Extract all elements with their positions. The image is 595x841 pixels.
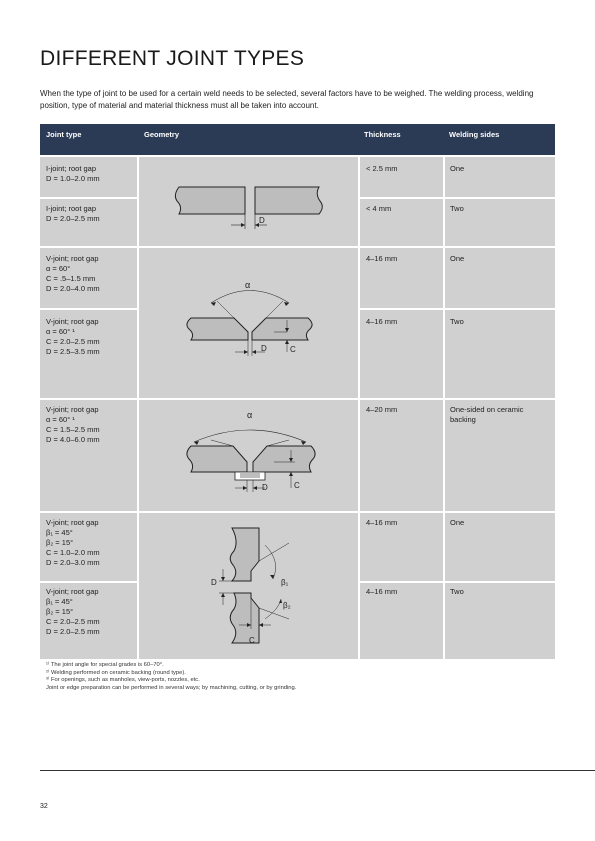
footnotes [46, 662, 296, 692]
footnote-3: ³⁾ For openings, such as manholes, view-ports, nozzles, etc. [46, 677, 200, 684]
row-sides-1: One [450, 164, 465, 173]
footnote-4: Joint or edge preparation can be performed in several ways; by machining, cutting, or by grinding. [46, 684, 297, 691]
footnote-1: ¹⁾ The joint angle for special grades is 60–70°. [46, 662, 164, 668]
dim-c-label: C [290, 345, 296, 354]
i-joint-diagram [139, 157, 358, 246]
page-number: 32 [40, 803, 48, 810]
row-thickness-1: < 2.5 mm [366, 164, 398, 173]
v-joint-beta-diagram [139, 513, 358, 659]
page-title: DIFFERENT JOINT TYPES [40, 47, 305, 70]
beta1-label: β₁ [281, 578, 289, 587]
row-joint-4: V-joint; root gap α = 60° ¹ C = 2.0–2.5 mm D = 2.5–3.5 mm [46, 317, 100, 356]
row-sides-2: Two [450, 204, 464, 213]
row-thickness-7: 4–16 mm [366, 587, 398, 596]
footer-rule [40, 770, 595, 771]
header-geometry: Geometry [144, 130, 180, 139]
row-thickness-5: 4–20 mm [366, 405, 398, 414]
row-sides-7: Two [450, 587, 464, 596]
row-sides-3: One [450, 254, 465, 263]
table-cell [360, 157, 443, 197]
row-thickness-4: 4–16 mm [366, 317, 398, 326]
v-joint-ceramic-diagram [139, 400, 358, 511]
beta2-label: β₂ [283, 601, 291, 610]
row-thickness-2: < 4 mm [366, 204, 392, 213]
dim-c-label: C [294, 481, 300, 490]
dim-d-label: D [259, 216, 265, 225]
row-joint-6: V-joint; root gap β₁ = 45° β₂ = 15° C = 1.0–2.0 mm D = 2.0–3.0 mm [46, 518, 100, 567]
header-joint-type: Joint type [46, 130, 82, 139]
footnote-2: ²⁾ Welding performed on ceramic backing (round type). [46, 669, 186, 676]
row-sides-5: One-sided on ceramic backing [450, 405, 524, 424]
alpha-label: α [245, 280, 251, 290]
row-joint-3: V-joint; root gap α = 60° C = .5–1.5 mm D = 2.0–4.0 mm [46, 254, 100, 293]
row-thickness-6: 4–16 mm [366, 518, 398, 527]
header-welding-sides: Welding sides [449, 130, 500, 139]
table-cell [445, 157, 555, 197]
intro-paragraph: When the type of joint to be used for a certain weld needs to be selected, several factors have to be weighed. The welding process, welding position, type of material and material thickness must all be taken into account. [40, 89, 534, 110]
dim-d-label: D [211, 578, 217, 587]
alpha-label: α [247, 410, 253, 420]
dim-c-label: C [249, 636, 255, 645]
row-joint-7: V-joint; root gap β₁ = 45° β₂ = 15° C = 2.0–2.5 mm D = 2.0–2.5 mm [46, 587, 100, 636]
row-joint-5: V-joint; root gap α = 60° ¹ C = 1.5–2.5 mm D = 4.0–6.0 mm [46, 405, 100, 444]
row-sides-4: Two [450, 317, 464, 326]
dim-d-label: D [261, 344, 267, 353]
v-joint-diagram [139, 248, 358, 398]
header-thickness: Thickness [364, 130, 401, 139]
row-sides-6: One [450, 518, 465, 527]
table-cell [360, 400, 443, 511]
row-joint-2: I-joint; root gap D = 2.0–2.5 mm [46, 204, 100, 223]
dim-d-label: D [262, 483, 268, 492]
row-thickness-3: 4–16 mm [366, 254, 398, 263]
row-joint-1: I-joint; root gap D = 1.0–2.0 mm [46, 164, 100, 183]
table-header [40, 124, 555, 155]
